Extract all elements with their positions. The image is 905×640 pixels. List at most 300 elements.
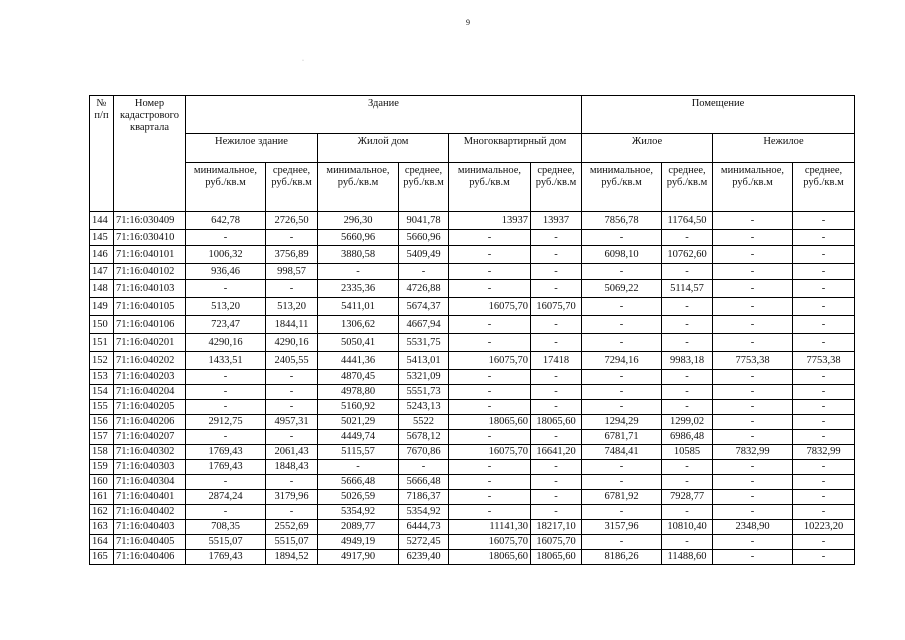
cadastral-quarter-cell: 71:16:030410 xyxy=(114,230,186,246)
value-cell: 5660,96 xyxy=(399,230,449,246)
value-cell: - xyxy=(531,334,582,352)
value-cell: - xyxy=(531,230,582,246)
value-cell: - xyxy=(713,505,793,520)
header-premises: Помещение xyxy=(582,96,855,134)
header-avg: среднее, руб./кв.м xyxy=(793,163,855,212)
table-body xyxy=(90,212,855,565)
cadastral-value-table xyxy=(89,95,855,565)
value-cell: 7856,78 xyxy=(582,212,662,230)
value-cell: - xyxy=(713,316,793,334)
table-row xyxy=(90,505,855,520)
value-cell: 296,30 xyxy=(318,212,399,230)
value-cell: 4667,94 xyxy=(399,316,449,334)
value-cell: - xyxy=(449,430,531,445)
value-cell: - xyxy=(793,280,855,298)
value-cell: - xyxy=(449,475,531,490)
value-cell: 5026,59 xyxy=(318,490,399,505)
value-cell: - xyxy=(186,430,266,445)
header-avg: среднее, руб./кв.м xyxy=(266,163,318,212)
value-cell: - xyxy=(318,264,399,280)
value-cell: - xyxy=(662,475,713,490)
row-number-cell: 148 xyxy=(90,280,114,298)
header-apartment-building: Многоквартирный дом xyxy=(449,134,582,163)
value-cell: - xyxy=(186,370,266,385)
value-cell: - xyxy=(449,230,531,246)
table-row xyxy=(90,370,855,385)
value-cell: - xyxy=(266,370,318,385)
cadastral-quarter-cell: 71:16:040205 xyxy=(114,400,186,415)
page-number: 9 xyxy=(466,18,470,27)
value-cell: 5069,22 xyxy=(582,280,662,298)
cadastral-quarter-cell: 71:16:040202 xyxy=(114,352,186,370)
value-cell: - xyxy=(662,385,713,400)
row-number-cell: 145 xyxy=(90,230,114,246)
value-cell: - xyxy=(793,490,855,505)
value-cell: 7186,37 xyxy=(399,490,449,505)
value-cell: - xyxy=(266,430,318,445)
value-cell: - xyxy=(399,264,449,280)
row-number-cell: 157 xyxy=(90,430,114,445)
value-cell: - xyxy=(713,460,793,475)
table-row xyxy=(90,445,855,460)
value-cell: - xyxy=(713,490,793,505)
cadastral-quarter-cell: 71:16:040401 xyxy=(114,490,186,505)
value-cell: - xyxy=(186,280,266,298)
value-cell: 4449,74 xyxy=(318,430,399,445)
value-cell: - xyxy=(713,246,793,264)
value-cell: 5243,13 xyxy=(399,400,449,415)
value-cell: - xyxy=(793,460,855,475)
value-cell: 11764,50 xyxy=(662,212,713,230)
row-number-cell: 159 xyxy=(90,460,114,475)
row-number-cell: 146 xyxy=(90,246,114,264)
value-cell: - xyxy=(186,385,266,400)
value-cell: 723,47 xyxy=(186,316,266,334)
value-cell: - xyxy=(531,316,582,334)
value-cell: - xyxy=(793,316,855,334)
table-row xyxy=(90,520,855,535)
value-cell: - xyxy=(582,505,662,520)
value-cell: - xyxy=(449,460,531,475)
value-cell: - xyxy=(662,316,713,334)
value-cell: - xyxy=(793,550,855,565)
value-cell: - xyxy=(713,535,793,550)
table-row xyxy=(90,212,855,230)
value-cell: 5678,12 xyxy=(399,430,449,445)
row-number-cell: 152 xyxy=(90,352,114,370)
value-cell: - xyxy=(582,316,662,334)
table-row xyxy=(90,280,855,298)
cadastral-quarter-cell: 71:16:040204 xyxy=(114,385,186,400)
cadastral-quarter-cell: 71:16:040304 xyxy=(114,475,186,490)
value-cell: 3157,96 xyxy=(582,520,662,535)
row-number-cell: 154 xyxy=(90,385,114,400)
row-number-cell: 156 xyxy=(90,415,114,430)
cadastral-quarter-cell: 71:16:040303 xyxy=(114,460,186,475)
value-cell: - xyxy=(662,334,713,352)
value-cell: - xyxy=(713,550,793,565)
value-cell: 5272,45 xyxy=(399,535,449,550)
table-row xyxy=(90,490,855,505)
value-cell: 2874,24 xyxy=(186,490,266,505)
table-row xyxy=(90,430,855,445)
value-cell: - xyxy=(713,212,793,230)
value-cell: - xyxy=(713,264,793,280)
value-cell: 1848,43 xyxy=(266,460,318,475)
value-cell: 4290,16 xyxy=(186,334,266,352)
value-cell: 2726,50 xyxy=(266,212,318,230)
value-cell: 18217,10 xyxy=(531,520,582,535)
value-cell: - xyxy=(531,280,582,298)
value-cell: 2089,77 xyxy=(318,520,399,535)
value-cell: 5666,48 xyxy=(399,475,449,490)
value-cell: 1769,43 xyxy=(186,445,266,460)
table-row xyxy=(90,475,855,490)
value-cell: - xyxy=(713,230,793,246)
value-cell: - xyxy=(531,246,582,264)
value-cell: - xyxy=(449,400,531,415)
row-number-cell: 161 xyxy=(90,490,114,505)
cadastral-quarter-cell: 71:16:040102 xyxy=(114,264,186,280)
value-cell: - xyxy=(662,298,713,316)
cadastral-quarter-cell: 71:16:040103 xyxy=(114,280,186,298)
value-cell: 1844,11 xyxy=(266,316,318,334)
value-cell: - xyxy=(582,298,662,316)
value-cell: 9041,78 xyxy=(399,212,449,230)
value-cell: 2061,43 xyxy=(266,445,318,460)
value-cell: 6781,71 xyxy=(582,430,662,445)
cadastral-quarter-cell: 71:16:040206 xyxy=(114,415,186,430)
value-cell: 1433,51 xyxy=(186,352,266,370)
header-residential-premises: Жилое xyxy=(582,134,713,163)
value-cell: 7832,99 xyxy=(793,445,855,460)
table-row xyxy=(90,264,855,280)
row-number-cell: 147 xyxy=(90,264,114,280)
table-row xyxy=(90,334,855,352)
value-cell: - xyxy=(531,385,582,400)
cadastral-quarter-cell: 71:16:040207 xyxy=(114,430,186,445)
value-cell: - xyxy=(266,400,318,415)
value-cell: 16075,70 xyxy=(449,445,531,460)
value-cell: 10223,20 xyxy=(793,520,855,535)
value-cell: 7928,77 xyxy=(662,490,713,505)
value-cell: 5413,01 xyxy=(399,352,449,370)
value-cell: - xyxy=(531,430,582,445)
value-cell: - xyxy=(449,316,531,334)
row-number-cell: 149 xyxy=(90,298,114,316)
value-cell: - xyxy=(449,334,531,352)
value-cell: - xyxy=(582,475,662,490)
value-cell: 5021,29 xyxy=(318,415,399,430)
value-cell: 13937 xyxy=(531,212,582,230)
value-cell: 5674,37 xyxy=(399,298,449,316)
value-cell: - xyxy=(582,535,662,550)
table-row xyxy=(90,230,855,246)
value-cell: 7832,99 xyxy=(713,445,793,460)
row-number-cell: 165 xyxy=(90,550,114,565)
header-min: минимальное, руб./кв.м xyxy=(713,163,793,212)
row-number-cell: 164 xyxy=(90,535,114,550)
value-cell: - xyxy=(186,230,266,246)
value-cell: 5551,73 xyxy=(399,385,449,400)
value-cell: - xyxy=(662,400,713,415)
value-cell: - xyxy=(793,415,855,430)
value-cell: 5522 xyxy=(399,415,449,430)
value-cell: - xyxy=(266,280,318,298)
value-cell: 16075,70 xyxy=(449,298,531,316)
value-cell: 6986,48 xyxy=(662,430,713,445)
value-cell: 18065,60 xyxy=(449,415,531,430)
value-cell: 7753,38 xyxy=(713,352,793,370)
value-cell: 10762,60 xyxy=(662,246,713,264)
value-cell: 18065,60 xyxy=(449,550,531,565)
value-cell: 7484,41 xyxy=(582,445,662,460)
value-cell: 9983,18 xyxy=(662,352,713,370)
value-cell: 4957,31 xyxy=(266,415,318,430)
value-cell: 6098,10 xyxy=(582,246,662,264)
value-cell: 513,20 xyxy=(186,298,266,316)
value-cell: - xyxy=(582,370,662,385)
cadastral-quarter-cell: 71:16:040302 xyxy=(114,445,186,460)
table-row xyxy=(90,415,855,430)
value-cell: 3179,96 xyxy=(266,490,318,505)
value-cell: - xyxy=(449,490,531,505)
value-cell: 1769,43 xyxy=(186,460,266,475)
header-min: минимальное, руб./кв.м xyxy=(449,163,531,212)
cadastral-quarter-cell: 71:16:040406 xyxy=(114,550,186,565)
value-cell: 7294,16 xyxy=(582,352,662,370)
header-avg: среднее, руб./кв.м xyxy=(662,163,713,212)
table-row xyxy=(90,535,855,550)
header-number: № п/п xyxy=(90,96,114,212)
value-cell: - xyxy=(713,430,793,445)
header-nonresidential-building: Нежилое здание xyxy=(186,134,318,163)
value-cell: - xyxy=(713,475,793,490)
cadastral-quarter-cell: 71:16:040403 xyxy=(114,520,186,535)
value-cell: - xyxy=(449,385,531,400)
table-row xyxy=(90,460,855,475)
value-cell: 5354,92 xyxy=(318,505,399,520)
value-cell: - xyxy=(793,370,855,385)
value-cell: - xyxy=(582,385,662,400)
value-cell: 1006,32 xyxy=(186,246,266,264)
value-cell: - xyxy=(713,298,793,316)
table-row xyxy=(90,316,855,334)
row-number-cell: 162 xyxy=(90,505,114,520)
value-cell: - xyxy=(713,400,793,415)
table-row xyxy=(90,352,855,370)
value-cell: 4949,19 xyxy=(318,535,399,550)
value-cell: - xyxy=(266,505,318,520)
page-mark: · xyxy=(302,58,304,64)
value-cell: 5114,57 xyxy=(662,280,713,298)
table-row xyxy=(90,298,855,316)
value-cell: 6239,40 xyxy=(399,550,449,565)
value-cell: - xyxy=(793,535,855,550)
value-cell: 1299,02 xyxy=(662,415,713,430)
value-cell: 5354,92 xyxy=(399,505,449,520)
header-avg: среднее, руб./кв.м xyxy=(531,163,582,212)
cadastral-quarter-cell: 71:16:040201 xyxy=(114,334,186,352)
cadastral-quarter-cell: 71:16:040101 xyxy=(114,246,186,264)
value-cell: 16075,70 xyxy=(531,535,582,550)
value-cell: 17418 xyxy=(531,352,582,370)
value-cell: - xyxy=(266,385,318,400)
cadastral-quarter-cell: 71:16:040106 xyxy=(114,316,186,334)
value-cell: 6444,73 xyxy=(399,520,449,535)
value-cell: - xyxy=(186,505,266,520)
value-cell: - xyxy=(266,475,318,490)
value-cell: 5409,49 xyxy=(399,246,449,264)
value-cell: - xyxy=(793,334,855,352)
value-cell: - xyxy=(662,230,713,246)
value-cell: - xyxy=(449,246,531,264)
value-cell: 16075,70 xyxy=(531,298,582,316)
header-building: Здание xyxy=(186,96,582,134)
header-cadastral-quarter: Номер кадастрового квартала xyxy=(114,96,186,212)
cadastral-quarter-cell: 71:16:040405 xyxy=(114,535,186,550)
value-cell: - xyxy=(399,460,449,475)
value-cell: - xyxy=(186,400,266,415)
value-cell: 11141,30 xyxy=(449,520,531,535)
cadastral-quarter-cell: 71:16:040402 xyxy=(114,505,186,520)
value-cell: - xyxy=(793,230,855,246)
value-cell: 5411,01 xyxy=(318,298,399,316)
value-cell: - xyxy=(793,298,855,316)
cadastral-quarter-cell: 71:16:030409 xyxy=(114,212,186,230)
value-cell: 5660,96 xyxy=(318,230,399,246)
value-cell: 2552,69 xyxy=(266,520,318,535)
value-cell: 11488,60 xyxy=(662,550,713,565)
value-cell: - xyxy=(582,400,662,415)
value-cell: 642,78 xyxy=(186,212,266,230)
value-cell: 1294,29 xyxy=(582,415,662,430)
value-cell: 13937 xyxy=(449,212,531,230)
value-cell: - xyxy=(449,505,531,520)
value-cell: 16075,70 xyxy=(449,535,531,550)
value-cell: 18065,60 xyxy=(531,415,582,430)
value-cell: - xyxy=(793,264,855,280)
value-cell: 513,20 xyxy=(266,298,318,316)
table-row xyxy=(90,550,855,565)
value-cell: - xyxy=(186,475,266,490)
value-cell: 4917,90 xyxy=(318,550,399,565)
row-number-cell: 163 xyxy=(90,520,114,535)
value-cell: 5115,57 xyxy=(318,445,399,460)
table-row xyxy=(90,246,855,264)
value-cell: 18065,60 xyxy=(531,550,582,565)
value-cell: - xyxy=(531,370,582,385)
value-cell: 5531,75 xyxy=(399,334,449,352)
value-cell: - xyxy=(662,535,713,550)
value-cell: - xyxy=(449,264,531,280)
value-cell: - xyxy=(531,505,582,520)
value-cell: 5515,07 xyxy=(186,535,266,550)
header-min: минимальное, руб./кв.м xyxy=(186,163,266,212)
value-cell: 4870,45 xyxy=(318,370,399,385)
value-cell: 708,35 xyxy=(186,520,266,535)
row-number-cell: 158 xyxy=(90,445,114,460)
value-cell: 16075,70 xyxy=(449,352,531,370)
value-cell: 5666,48 xyxy=(318,475,399,490)
value-cell: - xyxy=(662,505,713,520)
value-cell: 4441,36 xyxy=(318,352,399,370)
value-cell: 998,57 xyxy=(266,264,318,280)
row-number-cell: 153 xyxy=(90,370,114,385)
value-cell: - xyxy=(793,212,855,230)
row-number-cell: 144 xyxy=(90,212,114,230)
value-cell: 2348,90 xyxy=(713,520,793,535)
value-cell: 6781,92 xyxy=(582,490,662,505)
value-cell: 3880,58 xyxy=(318,246,399,264)
value-cell: 5515,07 xyxy=(266,535,318,550)
value-cell: - xyxy=(266,230,318,246)
table-row xyxy=(90,385,855,400)
value-cell: - xyxy=(793,400,855,415)
value-cell: - xyxy=(531,490,582,505)
value-cell: 4726,88 xyxy=(399,280,449,298)
value-cell: - xyxy=(662,264,713,280)
row-number-cell: 151 xyxy=(90,334,114,352)
value-cell: - xyxy=(531,475,582,490)
value-cell: - xyxy=(531,264,582,280)
value-cell: 1769,43 xyxy=(186,550,266,565)
value-cell: - xyxy=(713,370,793,385)
value-cell: 5321,09 xyxy=(399,370,449,385)
value-cell: - xyxy=(662,370,713,385)
value-cell: - xyxy=(449,370,531,385)
value-cell: - xyxy=(662,460,713,475)
value-cell: - xyxy=(793,246,855,264)
value-cell: - xyxy=(582,264,662,280)
value-cell: - xyxy=(318,460,399,475)
cadastral-quarter-cell: 71:16:040203 xyxy=(114,370,186,385)
value-cell: - xyxy=(713,415,793,430)
value-cell: 5160,92 xyxy=(318,400,399,415)
value-cell: - xyxy=(582,230,662,246)
value-cell: - xyxy=(713,334,793,352)
value-cell: 936,46 xyxy=(186,264,266,280)
value-cell: - xyxy=(793,430,855,445)
cadastral-quarter-cell: 71:16:040105 xyxy=(114,298,186,316)
value-cell: 16641,20 xyxy=(531,445,582,460)
header-min: минимальное, руб./кв.м xyxy=(582,163,662,212)
value-cell: 7670,86 xyxy=(399,445,449,460)
value-cell: - xyxy=(713,385,793,400)
value-cell: - xyxy=(713,280,793,298)
row-number-cell: 160 xyxy=(90,475,114,490)
value-cell: 10585 xyxy=(662,445,713,460)
value-cell: 5050,41 xyxy=(318,334,399,352)
value-cell: 4978,80 xyxy=(318,385,399,400)
value-cell: - xyxy=(531,460,582,475)
header-min: минимальное, руб./кв.м xyxy=(318,163,399,212)
row-number-cell: 155 xyxy=(90,400,114,415)
value-cell: 1306,62 xyxy=(318,316,399,334)
value-cell: - xyxy=(793,505,855,520)
value-cell: 1894,52 xyxy=(266,550,318,565)
value-cell: 3756,89 xyxy=(266,246,318,264)
value-cell: 4290,16 xyxy=(266,334,318,352)
table-row xyxy=(90,400,855,415)
value-cell: - xyxy=(582,334,662,352)
value-cell: - xyxy=(531,400,582,415)
header-residential-house: Жилой дом xyxy=(318,134,449,163)
row-number-cell: 150 xyxy=(90,316,114,334)
value-cell: - xyxy=(793,475,855,490)
value-cell: 2405,55 xyxy=(266,352,318,370)
value-cell: - xyxy=(582,460,662,475)
